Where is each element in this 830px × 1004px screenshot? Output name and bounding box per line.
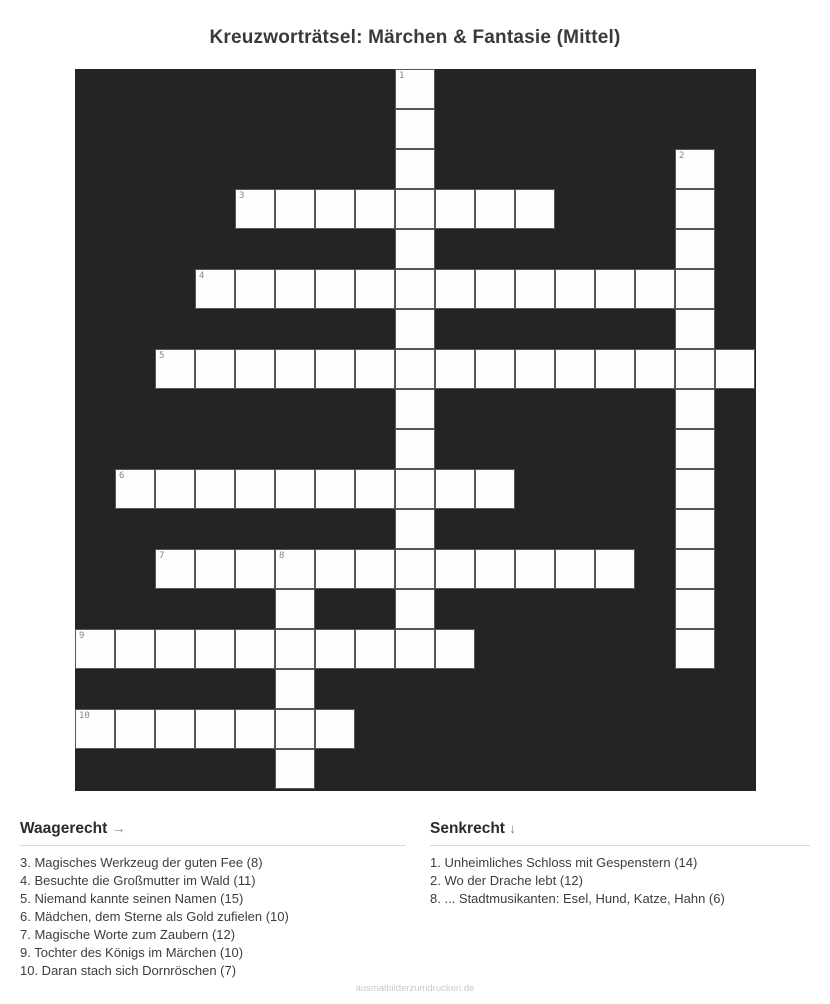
grid-cell[interactable]: [675, 349, 715, 389]
across-heading-label: Waagerecht: [20, 820, 108, 837]
grid-cell[interactable]: [435, 549, 475, 589]
grid-cell[interactable]: [235, 709, 275, 749]
grid-cell[interactable]: [395, 589, 435, 629]
right-arrow-icon: →: [111, 820, 126, 836]
page-title: Kreuzworträtsel: Märchen & Fantasie (Mittel): [209, 26, 621, 48]
grid-cell[interactable]: [235, 629, 275, 669]
grid-cell[interactable]: [275, 629, 315, 669]
grid-cell[interactable]: [395, 269, 435, 309]
grid-cell[interactable]: [395, 189, 435, 229]
grid-cell[interactable]: [115, 469, 155, 509]
grid-cell[interactable]: [75, 709, 115, 749]
grid-cell[interactable]: [235, 549, 275, 589]
across-heading: [20, 820, 406, 846]
grid-cell[interactable]: [675, 189, 715, 229]
grid-cell[interactable]: [395, 349, 435, 389]
grid-cell[interactable]: [155, 549, 195, 589]
grid-cell[interactable]: [355, 469, 395, 509]
clue-item: 6. Mädchen, dem Sterne als Gold zufielen (10): [20, 909, 289, 924]
clue-item: 2. Wo der Drache lebt (12): [430, 873, 583, 888]
grid-cell[interactable]: [435, 189, 475, 229]
grid-cell[interactable]: [475, 349, 515, 389]
grid-cell[interactable]: [275, 269, 315, 309]
grid-cell[interactable]: [315, 349, 355, 389]
down-clue-list: [430, 854, 810, 908]
grid-cell[interactable]: [675, 389, 715, 429]
grid-cell[interactable]: [395, 549, 435, 589]
grid-cell[interactable]: [475, 469, 515, 509]
grid-cell[interactable]: [275, 189, 315, 229]
grid-cell[interactable]: [315, 469, 355, 509]
grid-cell[interactable]: [475, 269, 515, 309]
grid-cell[interactable]: [355, 349, 395, 389]
down-heading-label: Senkrecht: [430, 820, 505, 837]
grid-cell[interactable]: [435, 349, 475, 389]
grid-cell[interactable]: [675, 589, 715, 629]
grid-cell[interactable]: [355, 549, 395, 589]
grid-cell[interactable]: [635, 269, 675, 309]
grid-cell[interactable]: [235, 189, 275, 229]
clue-number: 3: [239, 191, 245, 201]
grid-cell[interactable]: [275, 549, 315, 589]
grid-cell[interactable]: [155, 349, 195, 389]
grid-cell[interactable]: [315, 709, 355, 749]
grid-cell[interactable]: [275, 709, 315, 749]
clue-item: 7. Magische Worte zum Zaubern (12): [20, 927, 236, 942]
grid-cell[interactable]: [395, 429, 435, 469]
grid-cell[interactable]: [515, 269, 555, 309]
grid-cell[interactable]: [155, 469, 195, 509]
grid-cell[interactable]: [275, 349, 315, 389]
grid-cell[interactable]: [435, 269, 475, 309]
clue-number: 8: [279, 551, 285, 561]
grid-cell[interactable]: [595, 269, 635, 309]
grid-cell[interactable]: [675, 149, 715, 189]
grid-cell[interactable]: [515, 189, 555, 229]
grid-cell[interactable]: [75, 629, 115, 669]
grid-cell[interactable]: [235, 269, 275, 309]
grid-cell[interactable]: [395, 469, 435, 509]
grid-cell[interactable]: [715, 349, 755, 389]
grid-cell[interactable]: [275, 589, 315, 629]
grid-cell[interactable]: [315, 269, 355, 309]
grid-cell[interactable]: [155, 629, 195, 669]
grid-cell[interactable]: [555, 549, 595, 589]
clue-number: 9: [79, 631, 85, 641]
clue-number: 6: [119, 471, 125, 481]
grid-cell[interactable]: [675, 549, 715, 589]
grid-cell[interactable]: [675, 509, 715, 549]
grid-cell[interactable]: [275, 469, 315, 509]
down-clues-section: [430, 820, 810, 908]
grid-cell[interactable]: [195, 549, 235, 589]
grid-cell[interactable]: [315, 549, 355, 589]
grid-cell[interactable]: [395, 309, 435, 349]
clue-number: 1: [399, 71, 405, 81]
clue-item: 9. Tochter des Königs im Märchen (10): [20, 945, 244, 960]
crossword-grid: [75, 69, 756, 791]
grid-cell[interactable]: [595, 349, 635, 389]
grid-cell[interactable]: [315, 189, 355, 229]
grid-cell[interactable]: [395, 229, 435, 269]
grid-cell[interactable]: [675, 429, 715, 469]
grid-cell[interactable]: [395, 69, 435, 109]
grid-cell[interactable]: [235, 349, 275, 389]
clue-item: 3. Magisches Werkzeug der guten Fee (8): [20, 855, 263, 870]
across-clue-list: [20, 854, 406, 980]
grid-cell[interactable]: [195, 269, 235, 309]
grid-cell[interactable]: [515, 349, 555, 389]
grid-cell[interactable]: [675, 229, 715, 269]
clue-item: 10. Daran stach sich Dornröschen (7): [20, 963, 237, 978]
grid-cell[interactable]: [195, 349, 235, 389]
grid-cell[interactable]: [635, 349, 675, 389]
footer-credit: ausmalbilderzumdrucken.de: [355, 983, 475, 994]
clue-number: 2: [679, 151, 685, 161]
down-heading: [430, 820, 810, 846]
grid-cell[interactable]: [475, 549, 515, 589]
grid-cell[interactable]: [355, 269, 395, 309]
grid-cell[interactable]: [555, 269, 595, 309]
grid-cell[interactable]: [515, 549, 555, 589]
grid-cell[interactable]: [355, 189, 395, 229]
grid-cell[interactable]: [275, 749, 315, 789]
grid-cell[interactable]: [355, 629, 395, 669]
grid-cell[interactable]: [395, 389, 435, 429]
grid-cell[interactable]: [155, 709, 195, 749]
grid-cell[interactable]: [195, 629, 235, 669]
clue-number: 10: [79, 711, 90, 721]
grid-cell[interactable]: [275, 669, 315, 709]
down-arrow-icon: ↓: [509, 820, 517, 836]
clue-item: 4. Besuchte die Großmutter im Wald (11): [20, 873, 256, 888]
grid-cell[interactable]: [195, 469, 235, 509]
grid-cell[interactable]: [435, 629, 475, 669]
clue-number: 7: [159, 551, 165, 561]
grid-cell[interactable]: [435, 469, 475, 509]
grid-cell[interactable]: [675, 469, 715, 509]
grid-cell[interactable]: [115, 629, 155, 669]
grid-cell[interactable]: [395, 109, 435, 149]
clue-item: 5. Niemand kannte seinen Namen (15): [20, 891, 244, 906]
clue-number: 5: [159, 351, 165, 361]
grid-cell[interactable]: [315, 629, 355, 669]
across-clues-section: [20, 820, 406, 980]
grid-cell[interactable]: [115, 709, 155, 749]
clue-item: 8. ... Stadtmusikanten: Esel, Hund, Katze, Hahn (6): [430, 891, 725, 906]
clue-number: 4: [199, 271, 205, 281]
grid-cell[interactable]: [395, 149, 435, 189]
grid-cell[interactable]: [675, 269, 715, 309]
grid-cell[interactable]: [675, 309, 715, 349]
grid-cell[interactable]: [235, 469, 275, 509]
grid-cell[interactable]: [675, 629, 715, 669]
grid-cell[interactable]: [475, 189, 515, 229]
grid-cell[interactable]: [595, 549, 635, 589]
clue-item: 1. Unheimliches Schloss mit Gespenstern (14): [430, 855, 698, 870]
grid-cell[interactable]: [395, 509, 435, 549]
grid-cell[interactable]: [395, 629, 435, 669]
grid-cell[interactable]: [555, 349, 595, 389]
grid-cell[interactable]: [195, 709, 235, 749]
